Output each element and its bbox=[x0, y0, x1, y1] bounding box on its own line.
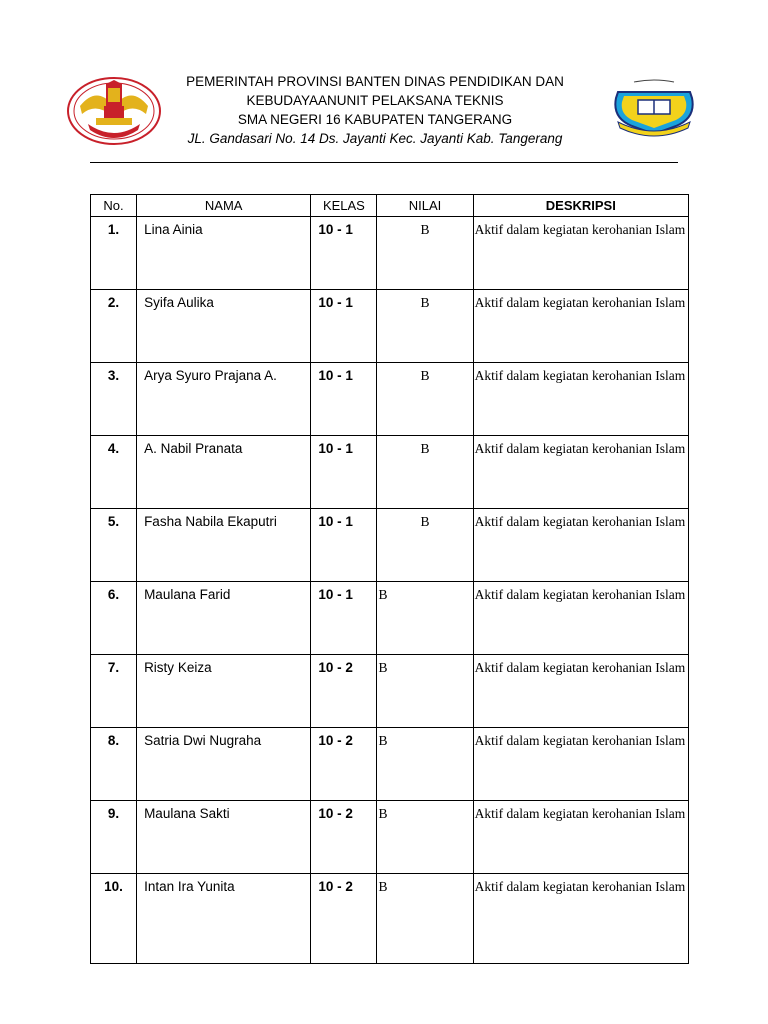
table-header-row bbox=[91, 195, 689, 217]
letterhead-address: JL. Gandasari No. 14 Ds. Jayanti Kec. Jayanti Kab. Tangerang bbox=[187, 131, 563, 146]
student-grade: B bbox=[377, 801, 473, 874]
grade-description: Aktif dalam kegiatan kerohanian Islam bbox=[473, 728, 688, 801]
student-name: Syifa Aulika bbox=[137, 290, 311, 363]
student-class: 10 - 2 bbox=[311, 728, 377, 801]
student-name: Maulana Sakti bbox=[137, 801, 311, 874]
grade-description: Aktif dalam kegiatan kerohanian Islam bbox=[473, 290, 688, 363]
row-number: 4. bbox=[91, 436, 137, 509]
letterhead-line-2: KEBUDAYAANUNIT PELAKSANA TEKNIS bbox=[246, 93, 504, 108]
student-name: Fasha Nabila Ekaputri bbox=[137, 509, 311, 582]
table-row bbox=[91, 436, 689, 509]
table-row bbox=[91, 728, 689, 801]
student-name: Arya Syuro Prajana A. bbox=[137, 363, 311, 436]
grade-description: Aktif dalam kegiatan kerohanian Islam bbox=[473, 655, 688, 728]
table-row bbox=[91, 801, 689, 874]
row-number: 3. bbox=[91, 363, 137, 436]
student-grade: B bbox=[377, 363, 473, 436]
student-name: Intan Ira Yunita bbox=[137, 874, 311, 964]
column-header-nilai: NILAI bbox=[377, 195, 473, 217]
row-number: 5. bbox=[91, 509, 137, 582]
student-grade: B bbox=[377, 728, 473, 801]
row-number: 8. bbox=[91, 728, 137, 801]
table-row bbox=[91, 290, 689, 363]
letterhead bbox=[140, 72, 610, 148]
grade-description: Aktif dalam kegiatan kerohanian Islam bbox=[473, 217, 688, 290]
student-name: A. Nabil Pranata bbox=[137, 436, 311, 509]
student-name: Satria Dwi Nugraha bbox=[137, 728, 311, 801]
student-grade: B bbox=[377, 509, 473, 582]
student-class: 10 - 2 bbox=[311, 655, 377, 728]
student-class: 10 - 2 bbox=[311, 801, 377, 874]
student-class: 10 - 1 bbox=[311, 582, 377, 655]
student-class: 10 - 1 bbox=[311, 436, 377, 509]
student-class: 10 - 2 bbox=[311, 874, 377, 964]
grades-table bbox=[90, 194, 689, 964]
grade-description: Aktif dalam kegiatan kerohanian Islam bbox=[473, 363, 688, 436]
column-header-no: No. bbox=[91, 195, 137, 217]
student-class: 10 - 1 bbox=[311, 363, 377, 436]
column-header-deskripsi: DESKRIPSI bbox=[473, 195, 688, 217]
student-name: Risty Keiza bbox=[137, 655, 311, 728]
letterhead-line-3: SMA NEGERI 16 KABUPATEN TANGERANG bbox=[237, 112, 513, 127]
regency-emblem-icon bbox=[604, 78, 704, 138]
grade-description: Aktif dalam kegiatan kerohanian Islam bbox=[473, 874, 688, 964]
student-grade: B bbox=[377, 582, 473, 655]
row-number: 1. bbox=[91, 217, 137, 290]
student-grade: B bbox=[377, 874, 473, 964]
student-grade: B bbox=[377, 217, 473, 290]
row-number: 10. bbox=[91, 874, 137, 964]
table-row bbox=[91, 217, 689, 290]
student-grade: B bbox=[377, 290, 473, 363]
row-number: 6. bbox=[91, 582, 137, 655]
row-number: 9. bbox=[91, 801, 137, 874]
table-row bbox=[91, 363, 689, 436]
table-row bbox=[91, 655, 689, 728]
student-class: 10 - 1 bbox=[311, 290, 377, 363]
grade-description: Aktif dalam kegiatan kerohanian Islam bbox=[473, 582, 688, 655]
student-grade: B bbox=[377, 436, 473, 509]
student-grade: B bbox=[377, 655, 473, 728]
table-row bbox=[91, 874, 689, 964]
student-name: Lina Ainia bbox=[137, 217, 311, 290]
grade-description: Aktif dalam kegiatan kerohanian Islam bbox=[473, 801, 688, 874]
letterhead-divider bbox=[90, 162, 678, 163]
student-class: 10 - 1 bbox=[311, 509, 377, 582]
student-name: Maulana Farid bbox=[137, 582, 311, 655]
grade-description: Aktif dalam kegiatan kerohanian Islam bbox=[473, 509, 688, 582]
table-row bbox=[91, 582, 689, 655]
column-header-nama: NAMA bbox=[137, 195, 311, 217]
student-class: 10 - 1 bbox=[311, 217, 377, 290]
column-header-kelas: KELAS bbox=[311, 195, 377, 217]
table-row bbox=[91, 509, 689, 582]
row-number: 2. bbox=[91, 290, 137, 363]
letterhead-line-1: PEMERINTAH PROVINSI BANTEN DINAS PENDIDIKAN DAN bbox=[186, 74, 564, 89]
grade-description: Aktif dalam kegiatan kerohanian Islam bbox=[473, 436, 688, 509]
row-number: 7. bbox=[91, 655, 137, 728]
